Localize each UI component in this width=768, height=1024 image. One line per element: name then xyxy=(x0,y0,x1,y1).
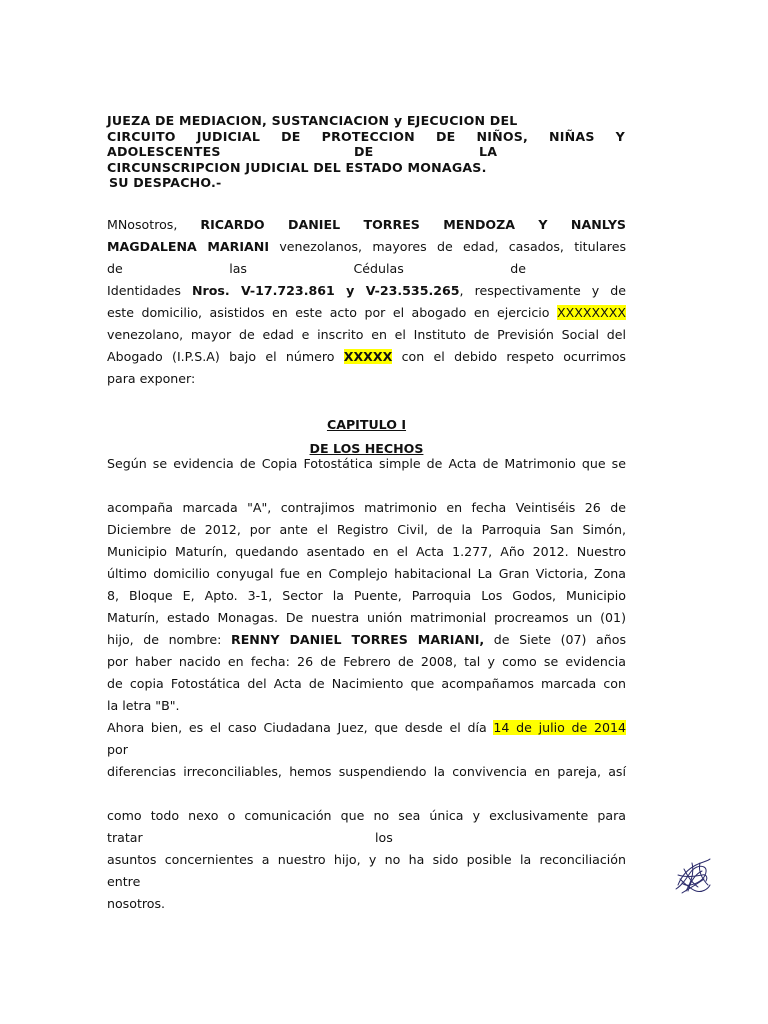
facts-paragraph xyxy=(107,805,626,915)
text-line: de copia Fotostática del Acta de Nacimiento que acompañamos marcada con xyxy=(107,676,626,691)
child-name: RENNY DANIEL TORRES MARIANI, xyxy=(231,632,485,647)
text-line xyxy=(107,280,626,302)
chapter-subtitle: DE LOS HECHOS xyxy=(309,441,424,456)
text-line xyxy=(107,236,626,258)
signature-scribble-icon xyxy=(672,855,714,897)
header-text: CIRCUITO JUDICIAL DE PROTECCION DE NIÑOS, NIÑAS Y xyxy=(107,128,625,144)
party-names: MAGDALENA MARIANI xyxy=(107,239,270,254)
text-span: de xyxy=(107,261,123,276)
text-span: de Siete (07) años xyxy=(484,632,627,647)
text-line xyxy=(107,302,626,324)
facts-paragraph xyxy=(107,497,626,783)
text-line: 8, Bloque E, Apto. 3-1, Sector la Puente, Parroquia Los Godos, Municipio xyxy=(107,588,626,603)
chapter-title: CAPITULO I xyxy=(326,417,407,432)
text-line: entre xyxy=(107,874,141,889)
header-text: DE xyxy=(354,144,374,159)
header-line: SU DESPACHO.- xyxy=(109,175,222,190)
text-line: Municipio Maturín, quedando asentado en el Acta 1.277, Año 2012. Nuestro xyxy=(107,544,626,559)
text-span: los xyxy=(375,830,393,845)
text-line: Diciembre de 2012, por ante el Registro Civil, de la Parroquia San Simón, xyxy=(107,522,626,537)
text-span: Abogado (I.P.S.A) bajo el número xyxy=(107,349,344,364)
text-line: como todo nexo o comunicación que no sea única y exclusivamente para xyxy=(107,808,626,823)
header-text: JUEZA DE MEDIACION, SUSTANCIACION y EJECUCION DEL xyxy=(107,113,518,128)
header-line xyxy=(107,129,625,145)
text-span: hijo, de nombre: xyxy=(107,632,231,647)
text-span: venezolanos, mayores de edad, casados, titulares xyxy=(269,239,627,254)
ipsa-number-placeholder: XXXXX xyxy=(343,349,393,364)
lawyer-name-placeholder: XXXXXXXX xyxy=(556,305,626,320)
text-span: tratar xyxy=(107,830,143,845)
text-span: , respectivamente y de xyxy=(459,283,626,298)
facts-paragraph xyxy=(107,453,626,475)
text-line xyxy=(107,827,626,849)
text-span: Identidades xyxy=(107,283,192,298)
text-line: venezolano, mayor de edad e inscrito en el Instituto de Previsión Social del xyxy=(107,327,626,342)
header-line xyxy=(107,113,625,129)
text-line: por haber nacido en fecha: 26 de Febrero de 2008, tal y como se evidencia xyxy=(107,654,626,669)
text-span: Ahora bien, es el caso Ciudadana Juez, que desde el día xyxy=(107,720,494,735)
text-line xyxy=(107,346,626,368)
header-text: ADOLESCENTES xyxy=(107,144,221,159)
header-line: CIRCUNSCRIPCION JUDICIAL DEL ESTADO MONAGAS. xyxy=(107,159,487,175)
header-text: LA xyxy=(479,144,498,159)
text-span: de xyxy=(510,261,526,276)
text-line: para exponer: xyxy=(107,371,196,386)
text-line: nosotros. xyxy=(107,896,166,911)
text-line: Según se evidencia de Copia Fotostática simple de Acta de Matrimonio que se xyxy=(107,456,626,471)
text-line: último domicilio conyugal fue en Complejo habitacional La Gran Victoria, Zona xyxy=(107,566,626,581)
intro-paragraph xyxy=(107,214,626,390)
text-line: diferencias irreconciliables, hemos suspendiendo la convivencia en pareja, así xyxy=(107,764,626,779)
separation-date: 14 de julio de 2014 xyxy=(493,720,626,735)
text-span: este domicilio, asistidos en este acto por el abogado en ejercicio xyxy=(107,305,557,320)
text-span: con el debido respeto ocurrimos xyxy=(392,349,626,364)
text-line: por xyxy=(107,742,128,757)
text-line: la letra "B". xyxy=(107,698,180,713)
party-names: RICARDO DANIEL TORRES MENDOZA Y NANLYS xyxy=(200,217,627,232)
text-span: las xyxy=(229,261,247,276)
document-header xyxy=(107,113,625,191)
header-line xyxy=(107,144,625,160)
text-line xyxy=(107,258,626,280)
id-numbers: Nros. V-17.723.861 y V-23.535.265 xyxy=(191,283,460,298)
text-span: MNosotros, xyxy=(107,217,201,232)
text-line xyxy=(107,717,626,739)
text-line: acompaña marcada "A", contrajimos matrimonio en fecha Veintiséis 26 de xyxy=(107,500,626,515)
text-line xyxy=(107,629,626,651)
text-line xyxy=(107,214,626,236)
text-span: Cédulas xyxy=(353,261,404,276)
text-line: Maturín, estado Monagas. De nuestra unión matrimonial procreamos un (01) xyxy=(107,610,626,625)
text-line: asuntos concernientes a nuestro hijo, y no ha sido posible la reconciliación xyxy=(107,852,626,867)
